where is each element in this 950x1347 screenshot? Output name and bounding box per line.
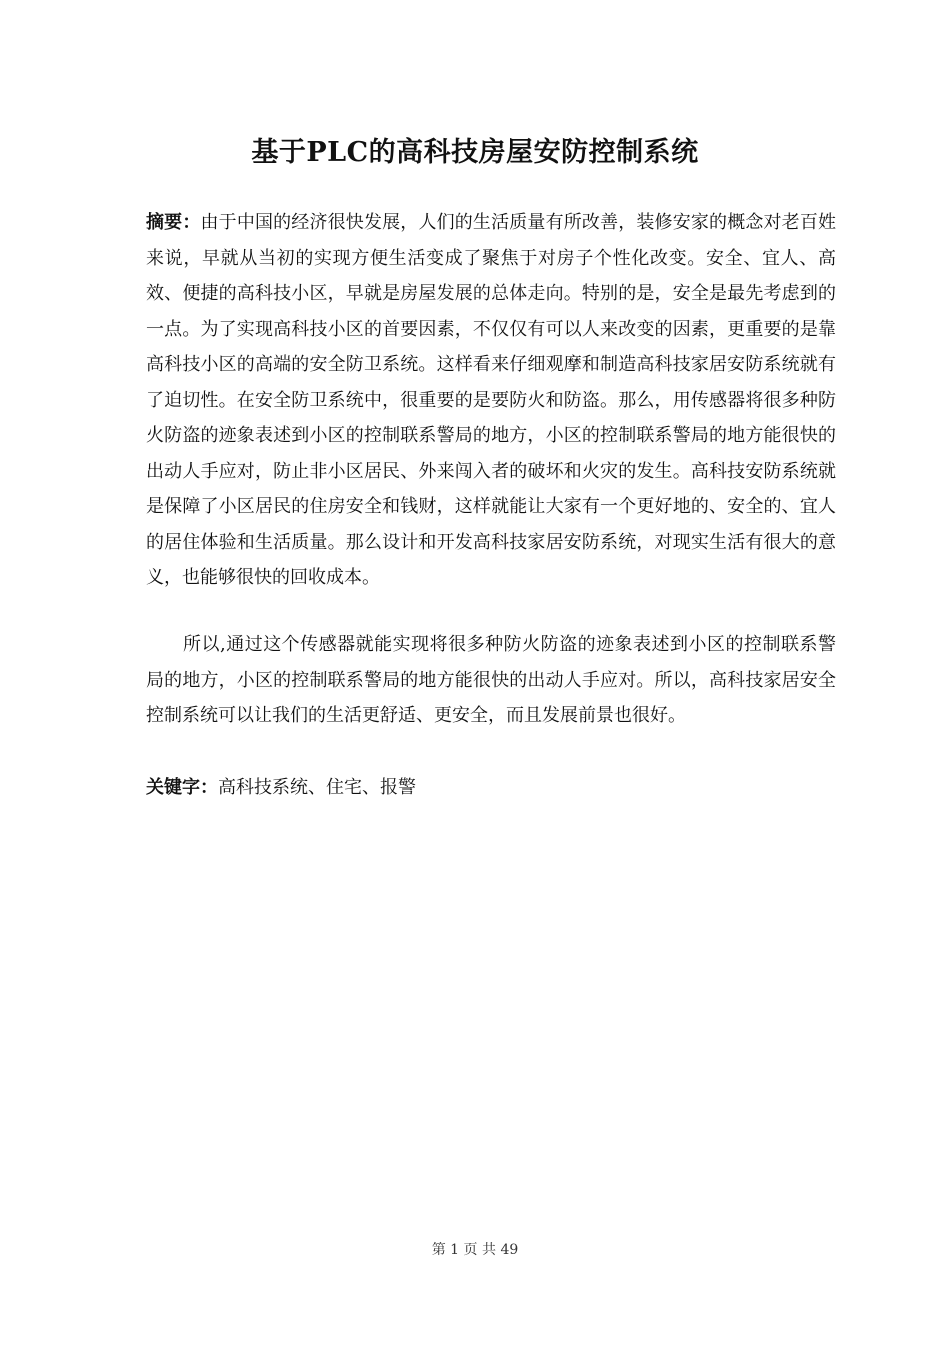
- keywords-text: 高科技系统、住宅、报警: [218, 777, 416, 798]
- keywords-label: 关键字：: [146, 777, 218, 798]
- abstract-label: 摘要：: [146, 212, 201, 233]
- keywords-line: [146, 770, 836, 805]
- document-title: 基于PLC的高科技房屋安防控制系统: [251, 137, 699, 168]
- abstract-text: 由于中国的经济很快发展，人们的生活质量有所改善，装修安家的概念对老百姓来说，早就从当初的实现方便生活变成了聚焦于对房子个性化改变。安全、宜人、高效、便捷的高科技小区，早就是房屋发展的总体走向。特别的是，安全是最先考虑到的一点。为了实现高科技小区的首要因素，不仅仅有可以人来改变的因素，更重要的是靠高科技小区的高端的安全防卫系统。这样看来仔细观摩和制造高科技家居安防系统就有了迫切性。在安全防卫系统中，很重要的是要防火和防盗。那么，用传感器将很多种防火防盗的迹象表述到小区的控制联系警局的地方，小区的控制联系警局的地方能很快的出动人手应对，防止非小区居民、外来闯入者的破坏和火灾的发生。高科技安防系统就是保障了小区居民的住房安全和钱财，这样就能让大家有一个更好地的、安全的、宜人的居住体验和生活质量。那么设计和开发高科技家居安防系统，对现实生活有很大的意义，也能够很快的回收成本。: [146, 212, 837, 588]
- body-paragraph: 所以,通过这个传感器就能实现将很多种防火防盗的迹象表述到小区的控制联系警局的地方，小区的控制联系警局的地方能很快的出动人手应对。所以，高科技家居安全控制系统可以让我们的生活更舒适、更安全，而且发展前景也很好。: [146, 634, 836, 726]
- page-footer: [0, 1242, 950, 1261]
- page-number: 第 1 页 共 49: [431, 1242, 519, 1258]
- abstract-paragraph: [146, 205, 836, 596]
